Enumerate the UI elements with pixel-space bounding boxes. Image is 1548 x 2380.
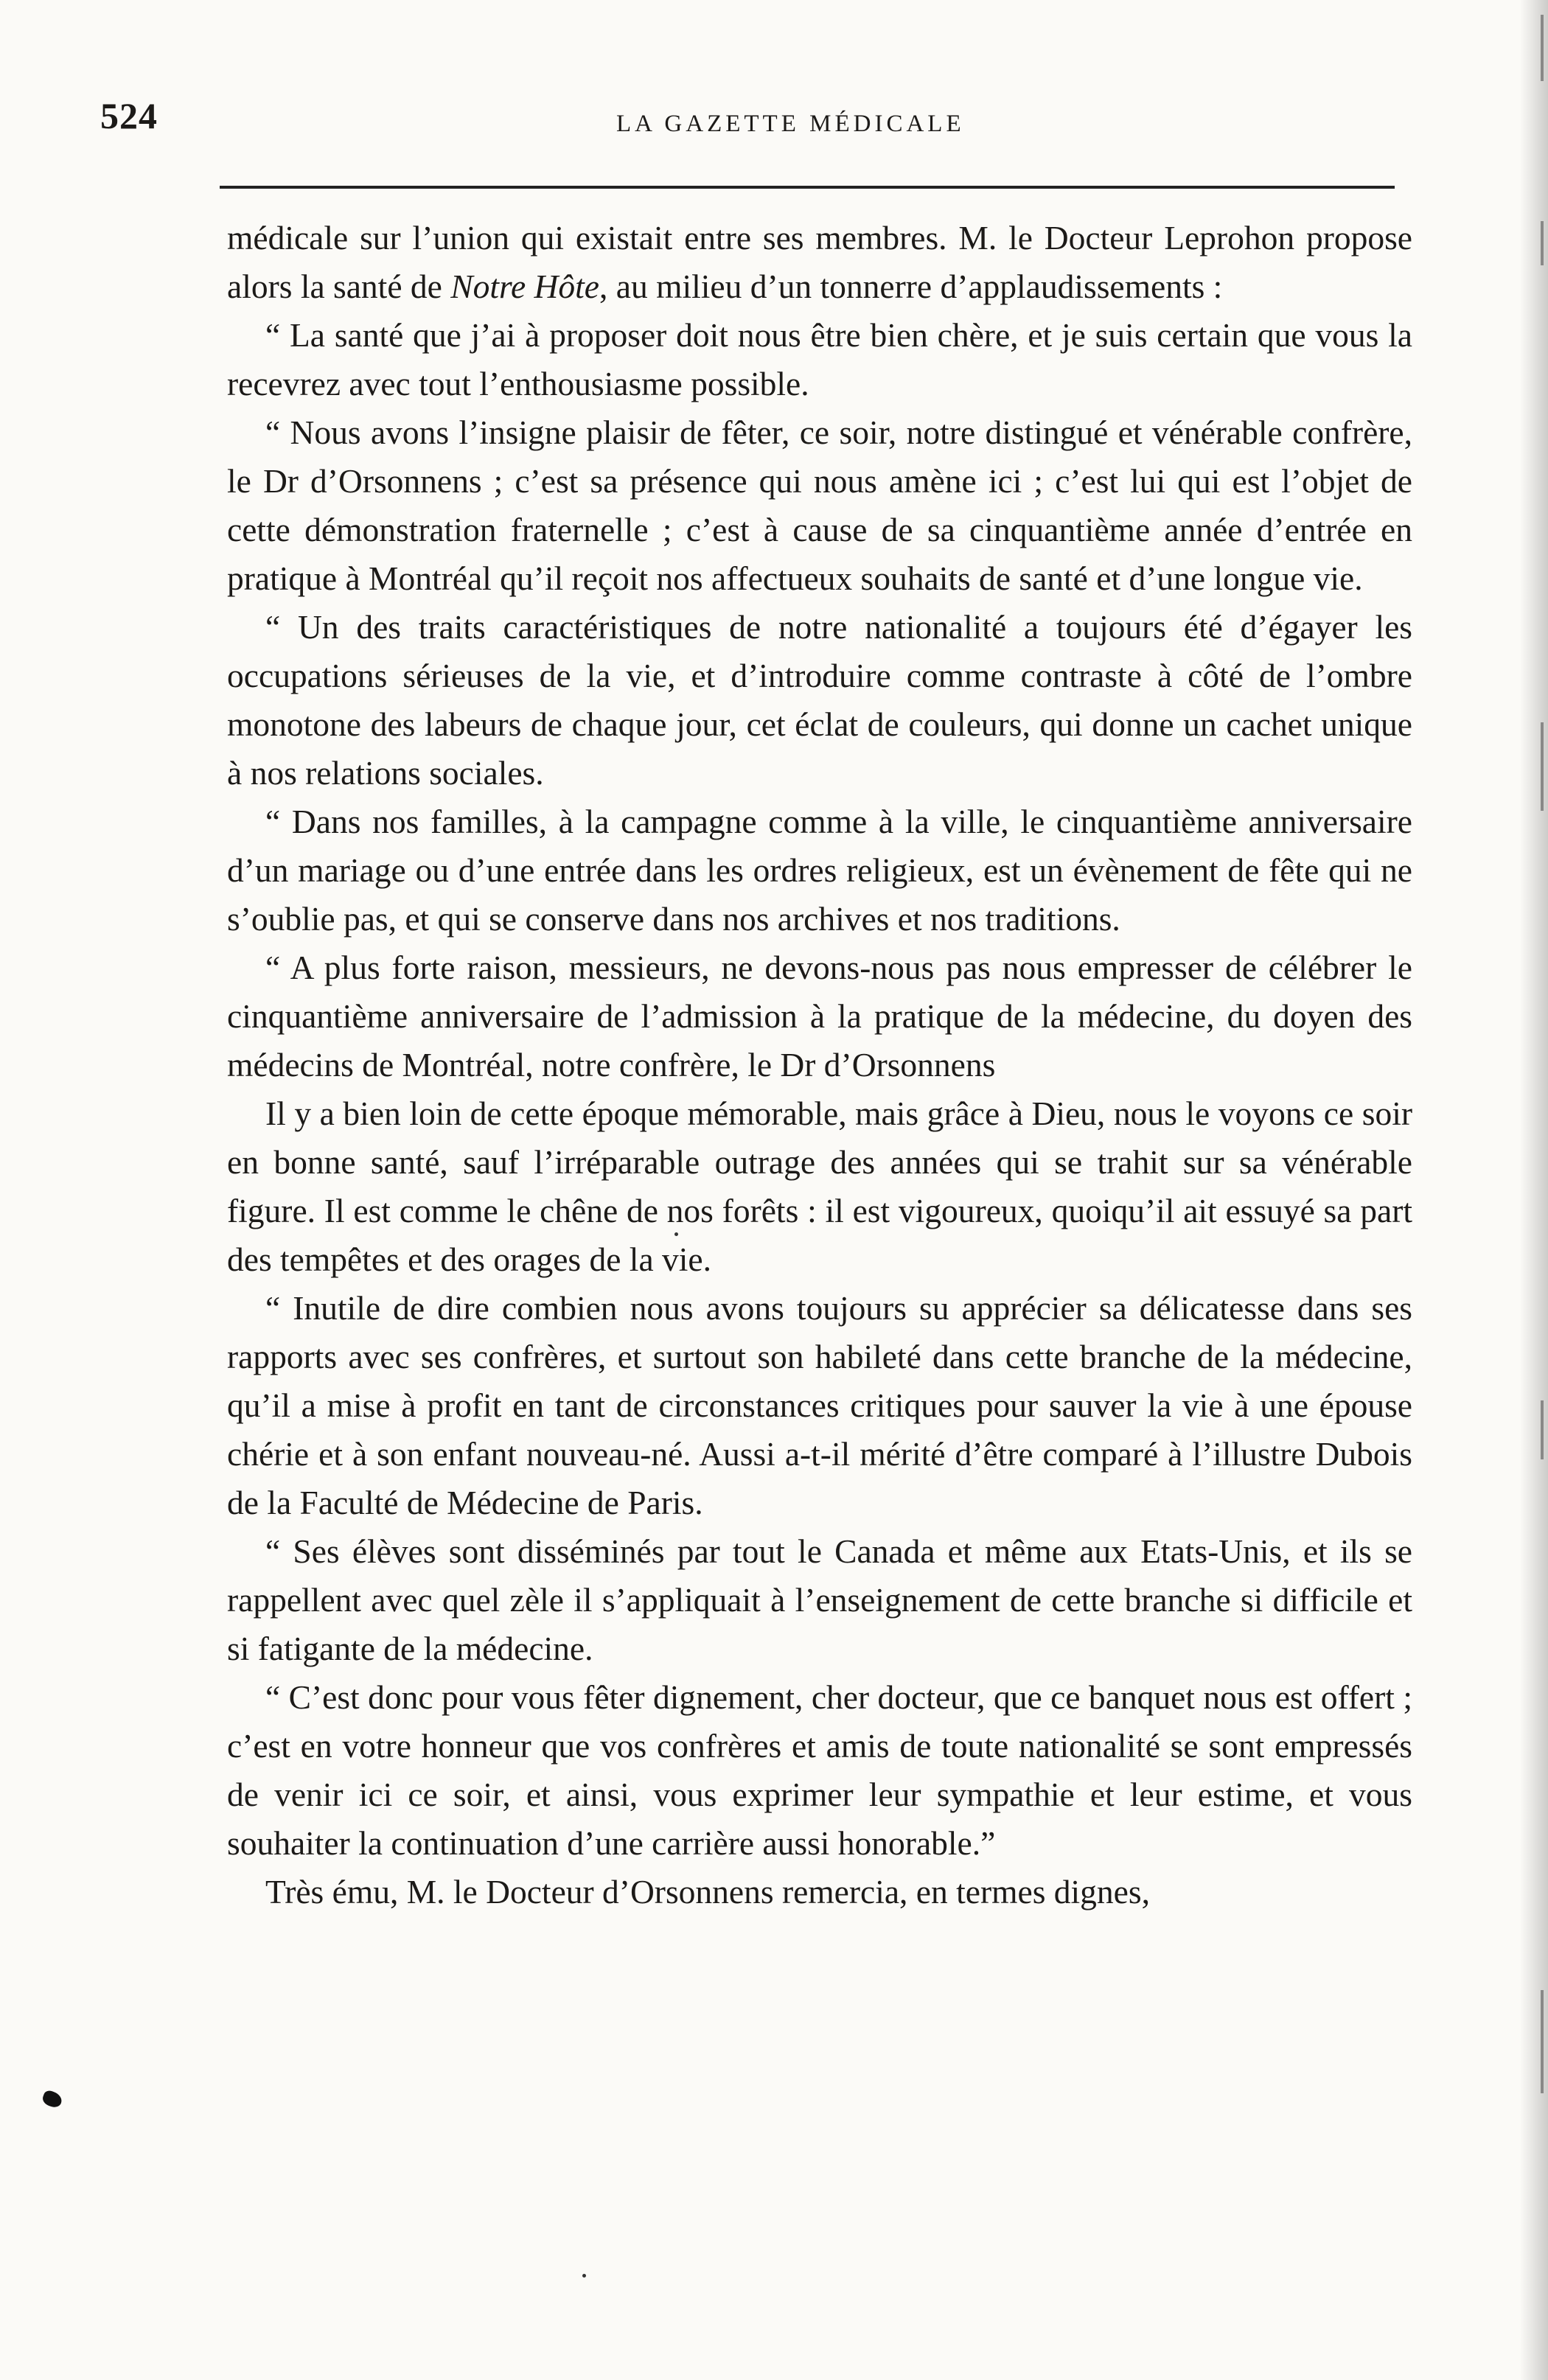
paragraph: Très ému, M. le Docteur d’Orsonnens remercia, en termes dignes, <box>265 1873 1150 1910</box>
paragraph: “ A plus forte raison, messieurs, ne devons-nous pas nous empresser de célébrer le cinquantième anniversaire de l’admission à la pratique de la médecine, du doyen des médecins de Montréal, notre confrère, le Dr d’Orsonnens <box>227 949 1412 1083</box>
edge-speck <box>1541 722 1544 811</box>
paragraph-text: , au milieu d’un tonnerre d’applaudissements : <box>599 268 1223 305</box>
edge-speck <box>1541 1400 1544 1459</box>
paragraph: “ Un des traits caractéristiques de notre nationalité a toujours été d’égayer les occupations sérieuses de la vie, et d’introduire comme contraste à côté de l’ombre monotone des labeurs de chaque jour, cet éclat de couleurs, qui donne un cachet unique à nos relations sociales. <box>227 608 1412 792</box>
ink-speck <box>674 1232 678 1236</box>
running-title: LA GAZETTE MÉDICALE <box>616 111 965 137</box>
italic-phrase: Notre Hôte <box>450 268 599 305</box>
paragraph: Il y a bien loin de cette époque mémorable, mais grâce à Dieu, nous le voyons ce soir en bonne santé, sauf l’irréparable outrage des années qui se trahit sur sa vénérable figure. Il est comme le chêne de nos forêts : il est vigoureux, quoiqu’il ait essuyé sa part des tempêtes et des orages de la vie. <box>227 1095 1412 1278</box>
page-edge-shadow <box>1520 0 1548 2380</box>
ink-blot <box>41 2089 63 2109</box>
paragraph: “ Nous avons l’insigne plaisir de fêter, ce soir, notre distingué et vénérable confrère, le Dr d’Orsonnens ; c’est sa présence qui nous amène ici ; c’est lui qui est l’objet de cette démonstration fraternelle ; c’est à cause de sa cinquantième année d’entrée en pratique à Montréal qu’il reçoit nos affectueux souhaits de santé et d’une longue vie. <box>227 413 1412 597</box>
header-rule <box>220 186 1395 189</box>
paragraph: “ Dans nos familles, à la campagne comme à la ville, le cinquantième anniversaire d’un mariage ou d’une entrée dans les ordres religieux, est un évènement de fête qui ne s’oublie pas, et qui se conserve dans nos archives et nos traditions. <box>227 803 1412 938</box>
edge-speck <box>1541 1990 1544 2093</box>
paragraph-text: médicale sur l’union qui existait entre ses membres. M. le Docteur Leprohon propose alors la santé de <box>227 219 1412 305</box>
paragraph: “ Ses élèves sont disséminés par tout le Canada et même aux Etats-Unis, et ils se rappellent avec quel zèle il s’appliquait à l’enseignement de cette branche si difficile et si fatigante de la médecine. <box>227 1532 1412 1667</box>
paragraph <box>227 214 1412 311</box>
page-number: 524 <box>100 95 158 136</box>
paragraph: “ C’est donc pour vous fêter dignement, cher docteur, que ce banquet nous est offert ; c’est en votre honneur que vos confrères et amis de toute nationalité se sont empressés de venir ici ce soir, et ainsi, vous exprimer leur sympathie et leur estime, et vous souhaiter la continuation d’une carrière aussi honorable.” <box>227 1678 1412 1862</box>
body-text <box>227 214 1412 1916</box>
edge-speck <box>1541 221 1544 265</box>
paragraph: “ La santé que j’ai à proposer doit nous être bien chère, et je suis certain que vous la recevrez avec tout l’enthousiasme possible. <box>227 316 1412 402</box>
edge-speck <box>1541 15 1544 81</box>
paragraph: “ Inutile de dire combien nous avons toujours su apprécier sa délicatesse dans ses rapports avec ses confrères, et surtout son habileté dans cette branche de la médecine, qu’il a mise à profit en tant de circonstances critiques pour sauver la vie à une épouse chérie et à son enfant nouveau-né. Aussi a-t-il mérité d’être comparé à l’illustre Dubois de la Faculté de Médecine de Paris. <box>227 1289 1412 1521</box>
ink-speck <box>582 2274 586 2278</box>
